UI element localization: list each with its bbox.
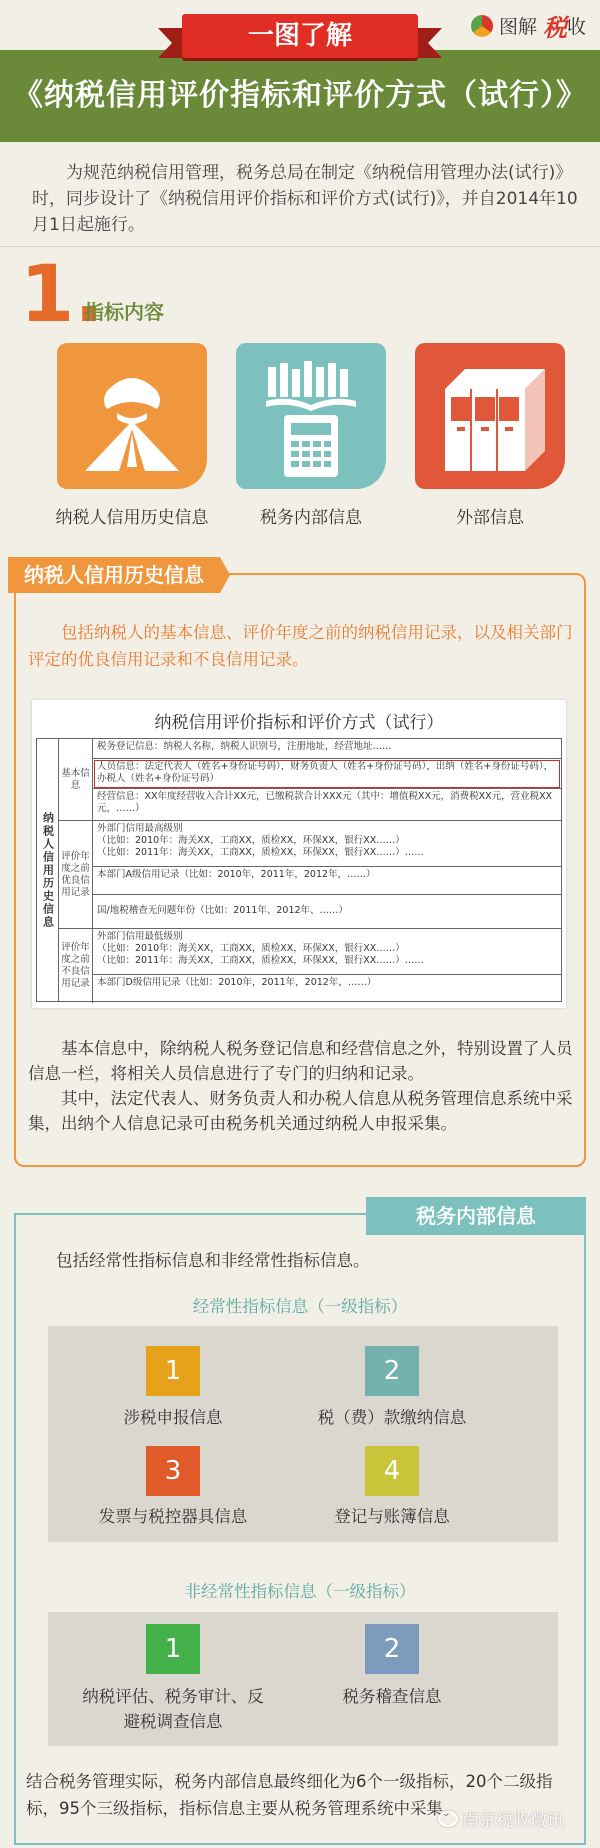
- table-title: 纳税信用评价指标和评价方式（试行）: [154, 713, 444, 733]
- indicator-label: 涉税申报信息: [123, 1408, 223, 1427]
- regular-title: 经常性指标信息（一级指标）: [192, 1297, 408, 1316]
- internal-footer: 结合税务管理实际，税务内部信息最终细化为6个一级指标，20个二级指标，95个三级指标，指标信息主要从税务管理系统中采集。: [26, 1772, 553, 1818]
- indicator-label: 税务稽查信息: [342, 1687, 442, 1706]
- table-row: 外部门信用最低级别 （比如：2010年：海关XX，工商XX，质检XX，环保XX，银行XX……） （比如：2011年：海关XX，工商XX，质检XX，环保XX，银行XX……）……: [93, 929, 561, 975]
- table-side-label: 纳税人信用历史信息: [37, 739, 59, 1001]
- internal-tag: 税务内部信息: [366, 1197, 586, 1235]
- watermark: [438, 1806, 564, 1831]
- indicator-label: 税（费）款缴纳信息: [317, 1408, 467, 1427]
- indicator-number: 3: [146, 1446, 200, 1496]
- table-row-highlighted: 人员信息：法定代表人（姓名+身份证号码），财务负责人（姓名+身份证号码），出纳（姓名+身份证号码），办税人（姓名+身份证号码）: [93, 759, 561, 789]
- indicator-label: 发票与税控器具信息: [98, 1507, 248, 1526]
- indicator-table: [36, 738, 562, 1002]
- divider: [0, 246, 600, 247]
- irregular-title: 非经常性指标信息（一级指标）: [184, 1582, 416, 1601]
- page-title: 《纳税信用评价指标和评价方式（试行）》: [0, 50, 600, 142]
- indicator-number: 1: [146, 1346, 200, 1396]
- table-row: 税务登记信息：纳税人名称，纳税人识别号，注册地址，经营地址……: [93, 739, 561, 759]
- ribbon-banner: [158, 10, 442, 66]
- regular-indicators-box: [48, 1326, 558, 1542]
- indicator-number: 4: [365, 1446, 419, 1496]
- wechat-icon: [438, 1811, 458, 1827]
- ribbon-label: 一图了解: [182, 14, 418, 58]
- indicator-label: 登记与账簿信息: [334, 1507, 450, 1526]
- intro-text: 为规范纳税信用管理，税务总局在制定《纳税信用管理办法(试行)》时，同步设计了《纳税信用评价指标和评价方式(试行)》，并自2014年10月1日起施行。: [32, 163, 578, 235]
- table-row: 国/地税稽查无问题年份（比如：2011年、2012年、……）: [93, 895, 561, 929]
- category-internal: [236, 343, 386, 489]
- section-number: 1.: [20, 250, 104, 340]
- internal-panel-top-border: [14, 1213, 366, 1215]
- person-icon: [57, 343, 207, 489]
- indicator-label: 纳税评估、税务审计、反避税调查信息: [82, 1687, 264, 1731]
- indicator-number: 2: [365, 1346, 419, 1396]
- indicator-number: 1: [146, 1624, 200, 1674]
- brand-tax-glyph: 税: [542, 13, 567, 42]
- table-row: 外部门信用最高级别 （比如：2010年：海关XX，工商XX，质检XX，环保XX，银行XX……） （比如：2011年：海关XX，工商XX，质检XX，环保XX，银行XX……）……: [93, 821, 561, 867]
- brand-logo: [471, 8, 586, 43]
- indicator-number: 2: [365, 1624, 419, 1674]
- internal-intro: 包括经常性指标信息和非经常性指标信息。: [56, 1251, 370, 1270]
- category-history: [57, 343, 207, 489]
- brand-suffix: 收: [566, 16, 586, 38]
- table-group-label: 基本信息: [59, 739, 93, 821]
- table-row: 本部门A级信用记录（比如：2010年，2011年，2012年，……）: [93, 867, 561, 895]
- history-body-2: 其中，法定代表人、财务负责人和办税人信息从税务管理信息系统中采集，出纳个人信息记录可由税务机关通过纳税人申报采集。: [28, 1089, 573, 1133]
- history-body: [28, 1036, 574, 1136]
- history-description: 包括纳税人的基本信息、评价年度之前的纳税信用记录，以及相关部门评定的优良信用记录和不良信用记录。: [28, 623, 573, 669]
- category-label: 税务内部信息: [260, 508, 362, 528]
- table-row: 经营信息：XX年度经营收入合计XX元，已缴税款合计XXX元（其中：增值税XX元，消费税XX元，营业税XX元，……）: [93, 789, 561, 821]
- table-row: 本部门D级信用记录（比如：2010年，2011年，2012年，……）: [97, 977, 377, 988]
- history-body-1: 基本信息中，除纳税人税务登记信息和经营信息之外，特别设置了人员信息一栏，将相关人员信息进行了专门的归纳和记录。: [28, 1039, 573, 1083]
- history-tag: 纳税人信用历史信息: [8, 557, 220, 593]
- category-external: [415, 343, 565, 489]
- table-group-label: 评价年度之前优良信用记录: [59, 821, 93, 929]
- category-label: 外部信息: [456, 508, 524, 528]
- irregular-indicators-box: [48, 1612, 558, 1746]
- category-label: 纳税人信用历史信息: [55, 508, 209, 528]
- file-cabinet-icon: [415, 343, 565, 489]
- brand-prefix: 图解: [498, 16, 537, 38]
- watermark-text: 南京税收微讯: [462, 1811, 564, 1831]
- books-calculator-icon: [236, 343, 386, 489]
- logo-pie-icon: [471, 15, 493, 37]
- indicator-table-card: [32, 700, 566, 1008]
- section-title: 指标内容: [84, 300, 164, 324]
- table-group-label: 评价年度之前不良信用记录: [59, 929, 93, 1003]
